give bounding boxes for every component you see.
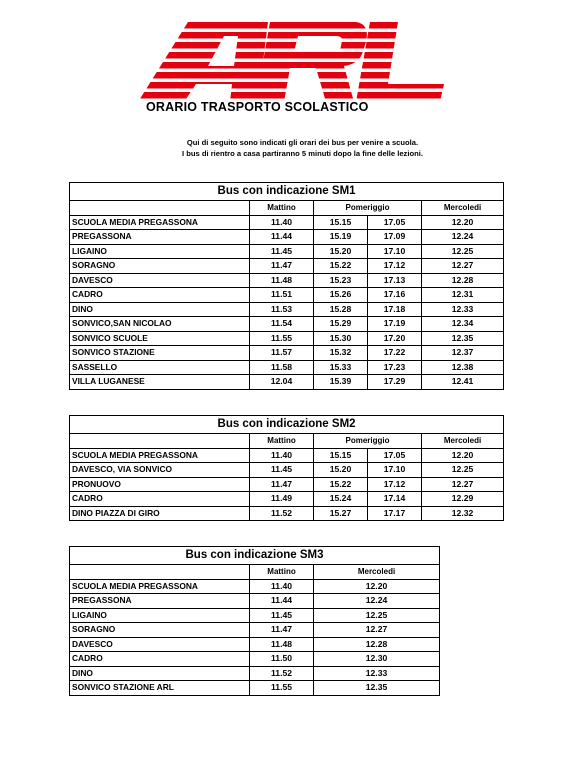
table-row	[70, 215, 504, 230]
time-mer: 12.34	[422, 317, 504, 332]
intro-line: Qui di seguito sono indicati gli orari dei bus per venire a scuola.	[186, 138, 419, 147]
time-pom2: 17.18	[368, 302, 422, 317]
time-mattino: 11.47	[250, 259, 314, 274]
timetable-sm2	[69, 415, 504, 521]
stop-name: PREGASSONA	[70, 594, 250, 609]
time-mattino: 11.55	[250, 331, 314, 346]
time-mattino: 11.40	[250, 448, 314, 463]
time-mattino: 11.50	[250, 652, 314, 667]
time-mer: 12.29	[422, 492, 504, 507]
time-pom2: 17.29	[368, 375, 422, 390]
time-pom1: 15.23	[314, 273, 368, 288]
time-pom1: 15.26	[314, 288, 368, 303]
time-mer: 12.37	[422, 346, 504, 361]
header-pomeriggio: Pomeriggio	[314, 434, 422, 449]
table-caption: Bus con indicazione SM2	[70, 416, 504, 434]
stop-name: SONVICO STAZIONE ARL	[70, 681, 250, 696]
time-pom1: 15.19	[314, 230, 368, 245]
stop-name: SASSELLO	[70, 360, 250, 375]
time-pom2: 17.17	[368, 506, 422, 521]
time-pom2: 17.14	[368, 492, 422, 507]
table-row	[70, 637, 440, 652]
time-mer: 12.24	[314, 594, 440, 609]
time-mer: 12.25	[314, 608, 440, 623]
time-mattino: 11.44	[250, 594, 314, 609]
time-mattino: 11.45	[250, 463, 314, 478]
table-row	[70, 506, 504, 521]
stop-name: VILLA LUGANESE	[70, 375, 250, 390]
time-pom2: 17.09	[368, 230, 422, 245]
stop-name: LIGAINO	[70, 244, 250, 259]
header-mercoledi: Mercoledi	[422, 201, 504, 216]
time-pom1: 15.28	[314, 302, 368, 317]
time-pom2: 17.19	[368, 317, 422, 332]
time-mattino: 11.51	[250, 288, 314, 303]
table-row	[70, 608, 440, 623]
time-pom1: 15.32	[314, 346, 368, 361]
time-mattino: 11.54	[250, 317, 314, 332]
table-row	[70, 259, 504, 274]
time-mattino: 11.44	[250, 230, 314, 245]
header-pomeriggio: Pomeriggio	[314, 201, 422, 216]
timetable-sm1	[69, 182, 504, 390]
time-pom1: 15.22	[314, 259, 368, 274]
time-mattino: 11.48	[250, 637, 314, 652]
header-blank	[70, 434, 250, 449]
table-row	[70, 375, 504, 390]
time-pom1: 15.22	[314, 477, 368, 492]
stop-name: DINO PIAZZA DI GIRO	[70, 506, 250, 521]
time-pom2: 17.12	[368, 259, 422, 274]
stop-name: SORAGNO	[70, 259, 250, 274]
stop-name: SCUOLA MEDIA PREGASSONA	[70, 448, 250, 463]
time-mattino: 11.58	[250, 360, 314, 375]
time-mer: 12.20	[422, 215, 504, 230]
time-pom1: 15.24	[314, 492, 368, 507]
time-mattino: 11.45	[250, 244, 314, 259]
stop-name: SORAGNO	[70, 623, 250, 638]
table-row	[70, 448, 504, 463]
time-mer: 12.38	[422, 360, 504, 375]
table-row	[70, 331, 504, 346]
table-row	[70, 463, 504, 478]
table-row	[70, 681, 440, 696]
time-mattino: 11.40	[250, 579, 314, 594]
time-pom1: 15.29	[314, 317, 368, 332]
time-mer: 12.28	[314, 637, 440, 652]
time-mattino: 11.47	[250, 623, 314, 638]
time-pom2: 17.10	[368, 244, 422, 259]
time-mer: 12.28	[422, 273, 504, 288]
time-mer: 12.20	[422, 448, 504, 463]
timetable-sm3	[69, 546, 440, 696]
table-caption: Bus con indicazione SM3	[70, 547, 440, 565]
time-pom2: 17.13	[368, 273, 422, 288]
time-mattino: 11.45	[250, 608, 314, 623]
time-mer: 12.24	[422, 230, 504, 245]
time-mattino: 11.47	[250, 477, 314, 492]
time-mer: 12.27	[422, 477, 504, 492]
table-row	[70, 360, 504, 375]
table-row	[70, 317, 504, 332]
time-mer: 12.27	[314, 623, 440, 638]
table-row	[70, 346, 504, 361]
time-pom1: 15.33	[314, 360, 368, 375]
intro-text	[0, 137, 583, 159]
stop-name: DAVESCO, VIA SONVICO	[70, 463, 250, 478]
stop-name: DINO	[70, 666, 250, 681]
stop-name: DAVESCO	[70, 273, 250, 288]
time-pom2: 17.10	[368, 463, 422, 478]
time-mer: 12.41	[422, 375, 504, 390]
time-mattino: 11.55	[250, 681, 314, 696]
stop-name: PRONUOVO	[70, 477, 250, 492]
table-row	[70, 230, 504, 245]
time-pom1: 15.15	[314, 448, 368, 463]
time-mer: 12.35	[314, 681, 440, 696]
header-mattino: Mattino	[250, 434, 314, 449]
time-mer: 12.25	[422, 463, 504, 478]
time-pom1: 15.20	[314, 244, 368, 259]
time-pom2: 17.23	[368, 360, 422, 375]
stop-name: SCUOLA MEDIA PREGASSONA	[70, 579, 250, 594]
table-row	[70, 594, 440, 609]
time-pom2: 17.16	[368, 288, 422, 303]
time-mer: 12.31	[422, 288, 504, 303]
time-pom1: 15.20	[314, 463, 368, 478]
time-pom2: 17.05	[368, 215, 422, 230]
stop-name: PREGASSONA	[70, 230, 250, 245]
time-mer: 12.27	[422, 259, 504, 274]
time-mer: 12.20	[314, 579, 440, 594]
time-pom1: 15.27	[314, 506, 368, 521]
time-mattino: 11.52	[250, 666, 314, 681]
time-pom2: 17.05	[368, 448, 422, 463]
arl-logo	[118, 22, 448, 102]
table-caption: Bus con indicazione SM1	[70, 183, 504, 201]
table-row	[70, 492, 504, 507]
time-mer: 12.32	[422, 506, 504, 521]
stop-name: DAVESCO	[70, 637, 250, 652]
time-pom1: 15.30	[314, 331, 368, 346]
intro-line: I bus di rientro a casa partiranno 5 minuti dopo la fine delle lezioni.	[182, 149, 423, 158]
time-mattino: 11.40	[250, 215, 314, 230]
time-mattino: 11.49	[250, 492, 314, 507]
time-pom2: 17.22	[368, 346, 422, 361]
time-mattino: 11.53	[250, 302, 314, 317]
time-mer: 12.25	[422, 244, 504, 259]
table-row	[70, 244, 504, 259]
header-mattino: Mattino	[250, 201, 314, 216]
time-pom2: 17.20	[368, 331, 422, 346]
table-row	[70, 477, 504, 492]
table-row	[70, 288, 504, 303]
stop-name: DINO	[70, 302, 250, 317]
time-mattino: 11.48	[250, 273, 314, 288]
stop-name: CADRO	[70, 492, 250, 507]
header-mattino: Mattino	[250, 565, 314, 580]
page-title: ORARIO TRASPORTO SCOLASTICO	[146, 100, 369, 114]
table-row	[70, 652, 440, 667]
table-row	[70, 666, 440, 681]
time-pom1: 15.39	[314, 375, 368, 390]
time-mer: 12.33	[422, 302, 504, 317]
header-blank	[70, 565, 250, 580]
time-mattino: 12.04	[250, 375, 314, 390]
stop-name: LIGAINO	[70, 608, 250, 623]
time-mer: 12.30	[314, 652, 440, 667]
time-mattino: 11.52	[250, 506, 314, 521]
stop-name: CADRO	[70, 288, 250, 303]
stop-name: SONVICO,SAN NICOLAO	[70, 317, 250, 332]
time-pom1: 15.15	[314, 215, 368, 230]
time-mattino: 11.57	[250, 346, 314, 361]
time-mer: 12.35	[422, 331, 504, 346]
table-row	[70, 273, 504, 288]
table-row	[70, 579, 440, 594]
stop-name: CADRO	[70, 652, 250, 667]
stop-name: SCUOLA MEDIA PREGASSONA	[70, 215, 250, 230]
time-mer: 12.33	[314, 666, 440, 681]
time-pom2: 17.12	[368, 477, 422, 492]
header-blank	[70, 201, 250, 216]
table-row	[70, 623, 440, 638]
stop-name: SONVICO STAZIONE	[70, 346, 250, 361]
stop-name: SONVICO SCUOLE	[70, 331, 250, 346]
table-row	[70, 302, 504, 317]
header-mercoledi: Mercoledi	[314, 565, 440, 580]
header-mercoledi: Mercoledi	[422, 434, 504, 449]
